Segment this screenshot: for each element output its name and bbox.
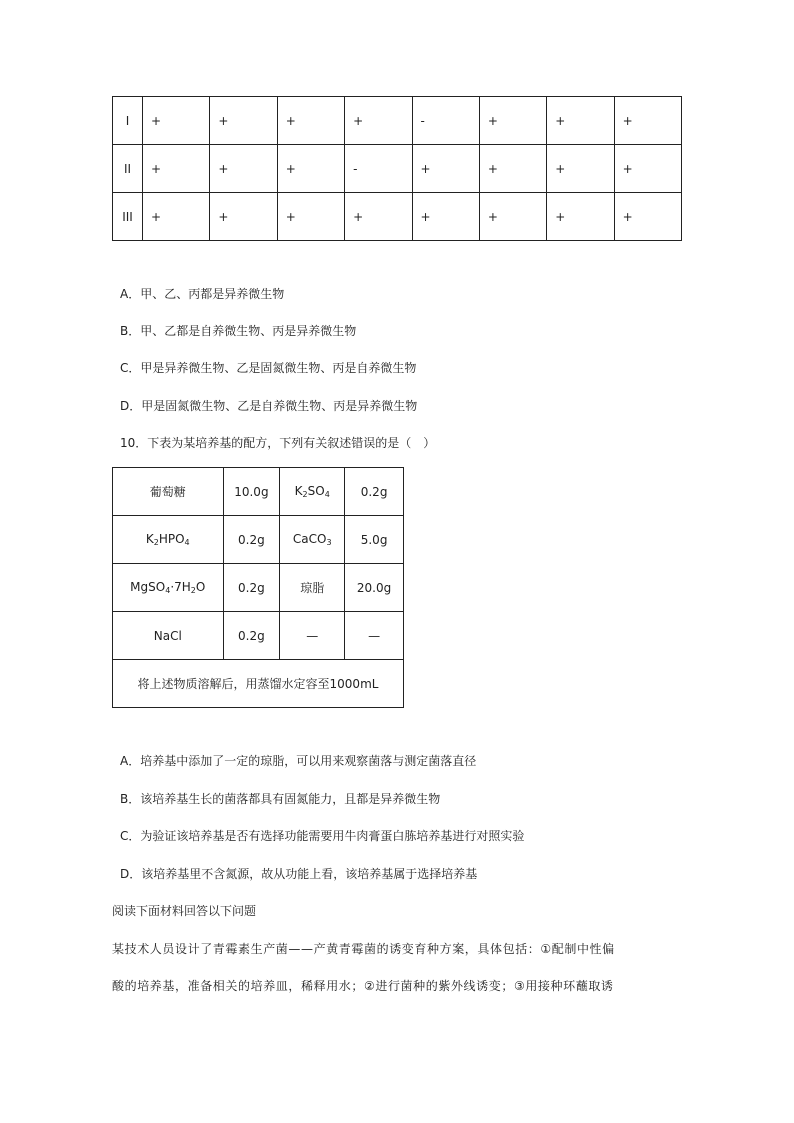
q10-option-a: A．培养基中添加了一定的琼脂，可以用来观察菌落与测定菌落直径 [120,754,477,768]
ingredient-name: — [280,612,345,660]
ingredient-name: NaCl [113,612,224,660]
table-cell: + [479,193,546,241]
reading-heading: 阅读下面材料回答以下问题 [112,904,257,918]
table-cell: + [143,193,210,241]
table-cell: + [547,193,614,241]
q10-option-c: C．为验证该培养基是否有选择功能需要用牛肉膏蛋白胨培养基进行对照实验 [120,829,525,843]
recipe-table [112,467,404,708]
table-row [113,564,404,612]
ingredient-name: $K_2HPO_4$ [113,516,224,564]
table-cell: + [345,193,412,241]
table-row [113,516,404,564]
ingredient-amount: 0.2g [223,564,280,612]
ingredient-amount: 0.2g [223,612,280,660]
table-cell: + [614,97,681,145]
ingredient-name: 葡萄糖 [113,468,224,516]
reading-line-1: 某技术人员设计了青霉素生产菌——产黄青霉菌的诱变育种方案，具体包括：①配制中性偏 [112,942,615,956]
table-cell: + [547,97,614,145]
table-cell: + [614,145,681,193]
table-row [113,468,404,516]
q9-option-d: D．甲是固氮微生物、乙是自养微生物、丙是异养微生物 [120,399,418,413]
reading-line-2: 酸的培养基，准备相关的培养皿，稀释用水；②进行菌种的紫外线诱变；③用接种环蘸取诱 [112,979,614,993]
table-row [113,97,682,145]
q9-option-c: C．甲是异养微生物、乙是固氮微生物、丙是自养微生物 [120,361,417,375]
ingredient-name: $K_2SO_4$ [280,468,345,516]
table-cell: + [277,97,344,145]
table-cell: + [412,145,479,193]
table-cell: + [143,145,210,193]
ingredient-amount: 20.0g [345,564,404,612]
q10-option-b: B．该培养基生长的菌落都具有固氮能力，且都是异养微生物 [120,792,441,806]
table-cell: + [277,193,344,241]
q10-stem: 10．下表为某培养基的配方，下列有关叙述错误的是（ ） [120,436,436,450]
ingredient-amount: 0.2g [345,468,404,516]
growth-table [112,96,682,241]
row-label: II [113,145,143,193]
table-cell: + [210,97,277,145]
table-cell: + [479,97,546,145]
recipe-note: 将上述物质溶解后，用蒸馏水定容至1000mL [113,660,404,708]
table-cell: + [143,97,210,145]
table-cell: + [614,193,681,241]
ingredient-amount: 10.0g [223,468,280,516]
ingredient-amount: 5.0g [345,516,404,564]
ingredient-name: 琼脂 [280,564,345,612]
table-row [113,145,682,193]
q9-option-a: A．甲、乙、丙都是异养微生物 [120,287,285,301]
row-label: I [113,97,143,145]
ingredient-name: CaCO$_3$ [280,516,345,564]
table-cell: + [210,193,277,241]
q9-option-b: B．甲、乙都是自养微生物、丙是异养微生物 [120,324,357,338]
table-cell: - [345,145,412,193]
row-label: III [113,193,143,241]
ingredient-amount: 0.2g [223,516,280,564]
table-cell: + [277,145,344,193]
table-cell: - [412,97,479,145]
ingredient-amount: — [345,612,404,660]
q10-option-d: D．该培养基里不含氮源，故从功能上看，该培养基属于选择培养基 [120,867,478,881]
table-row [113,193,682,241]
table-cell: + [412,193,479,241]
table-row [113,612,404,660]
table-cell: + [210,145,277,193]
table-cell: + [345,97,412,145]
table-cell: + [547,145,614,193]
table-cell: + [479,145,546,193]
ingredient-name: $MgSO_4\cdot 7H_2O$ [113,564,224,612]
table-row [113,660,404,708]
